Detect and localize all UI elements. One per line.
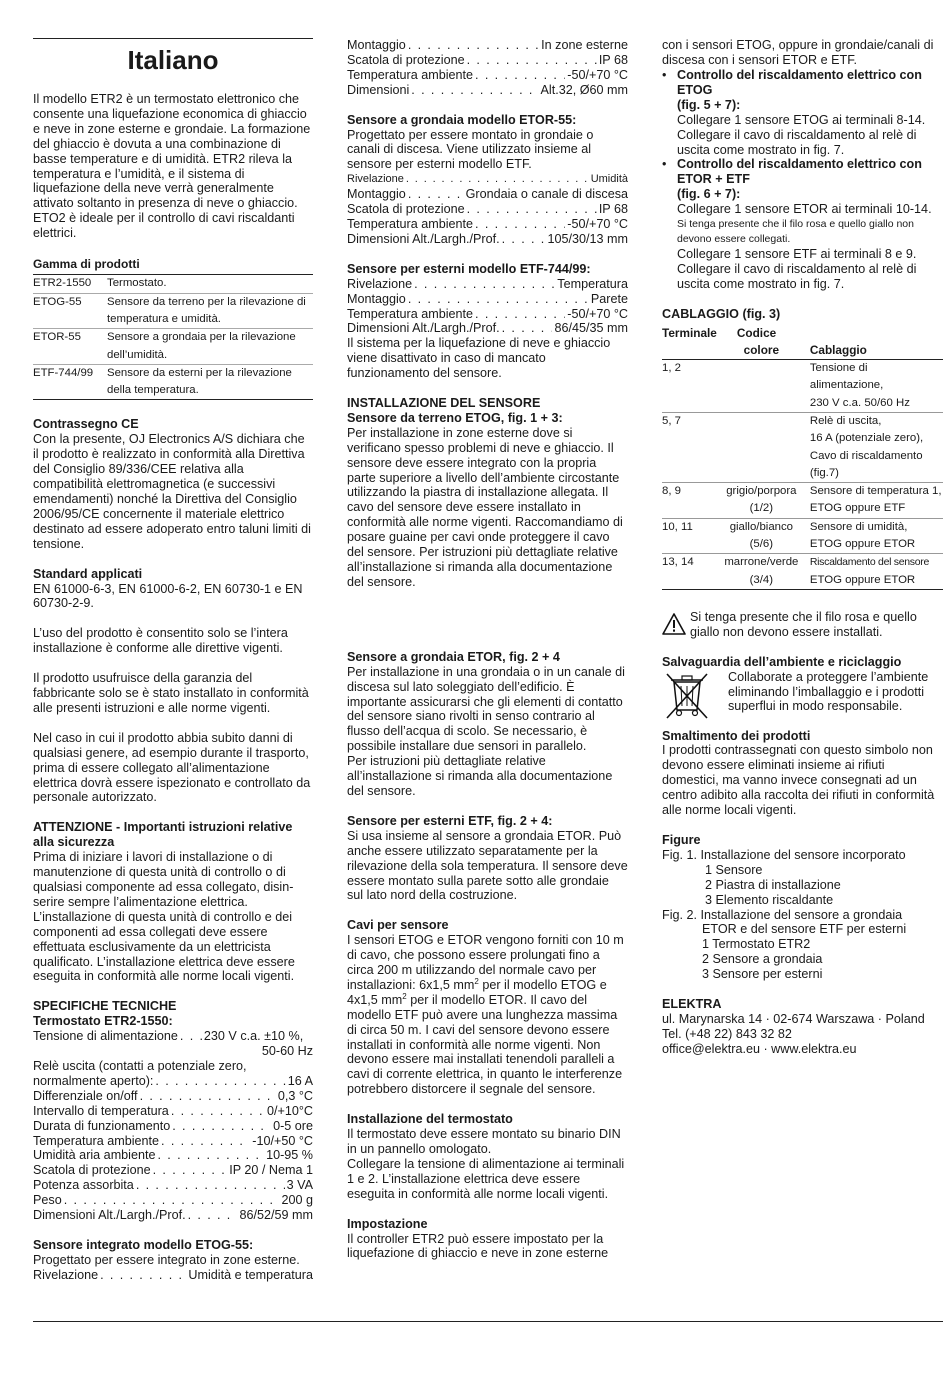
intro-paragraph: Il modello ETR2 è un termostato elettronico che consente una liquefazione economica di ghiaccio e neve in zone esterne e grondaie. La formazione del ghiaccio è dovuta a una combinazione di basse temperature e di umidità. ETR2 rileva la temperatura e l’umidità, e il sistema di liquefazione della neve verrà generalmente attivato soltanto in presenza di neve o ghiaccio. ETO2 è ideale per il controllo di cavi riscaldanti elettrici.: [33, 92, 311, 241]
damage-paragraph: Nel caso in cui il prodotto abbia subito danni di qualsiasi genere, ad esempio durante il trasporto, prima di essere collegato all’alimentazione elettrica dovrà essere ispezionato e controllato da personale autorizzato.: [33, 730, 311, 805]
etf-spec-list: [347, 277, 628, 337]
control-etor-item: [662, 157, 943, 291]
wiring-cell: [806, 554, 943, 590]
spec-value: IP 20 / Nema 1: [229, 1163, 313, 1178]
safety-heading: ATTENZIONE - Importanti istruzioni relative alla sicurezza: [33, 820, 293, 850]
usage-paragraph: L’uso del prodotto è consentito solo se l’intera installazione è conforme alle direttive vigenti.: [33, 626, 288, 656]
spec-label: Dimensioni Alt./Largh./Prof.: [347, 321, 500, 336]
standards-text: EN 61000-6-3, EN 61000-6-2, EN 60730-1 e EN 60730-2-9.: [33, 581, 303, 611]
ce-text: Con la presente, OJ Electronics A/S dichiara che il prodotto è realizzato in conformità alla Direttiva del Consiglio 89/336/CEE relativa alla compatibilità elettromagnetica (e successivi emendamenti) nonché la Direttiva del Consiglio 2006/95/CE concernente il materiale elettrico destinato ad essere adoperato entro taluni limiti di tensione.: [33, 432, 311, 551]
spec-row: [347, 277, 628, 292]
spec-row: [347, 217, 628, 232]
table-row: [662, 518, 943, 554]
spec-label: Tensione di alimentazione: [33, 1029, 178, 1044]
spec-label: Umidità aria ambiente: [33, 1148, 156, 1163]
control-etog-heading: • Controllo del riscaldamento elettrico con ETOG: [677, 68, 922, 97]
color-cell: [717, 483, 806, 519]
figure-item: 2 Sensore a grondaia: [702, 952, 823, 967]
safety-text-1: Prima di iniziare i lavori di installazione o di manutenzione di questa unità di controllo o di qualsiasi componente ad essa collegato, disin-serire sempre l’alimentazione elettrica.: [33, 850, 294, 909]
thermostat-install-heading: Installazione del termostato: [347, 1112, 513, 1127]
spec-row: [347, 307, 628, 322]
spec-row: [33, 1163, 313, 1178]
control-etor-fig: (fig. 6 + 7):: [677, 187, 741, 202]
leader-dots: [408, 38, 539, 53]
control-etor-heading: • Controllo del riscaldamento elettrico con ETOR + ETF: [677, 157, 922, 187]
specs-heading: SPECIFICHE TECNICHE: [33, 999, 177, 1014]
spec-value: Alt.32, Ø60 mm: [540, 82, 628, 97]
product-code: ETOR-55: [33, 329, 107, 365]
spec-label: Potenza assorbita: [33, 1178, 134, 1193]
cables-text-b: per il modello ETOG e 4x1,5 mm: [347, 977, 607, 1007]
wiring-line: Cavo di riscaldamento: [809, 449, 923, 462]
company-phone: Tel. (+48 22) 843 32 82: [662, 1026, 792, 1041]
wiring-line: ETOG oppure ETOR: [809, 573, 916, 586]
spec-label: Montaggio: [347, 291, 406, 306]
spec-label: Scatola di protezione: [347, 52, 465, 67]
figure-1-caption: Fig. 1. Installazione del sensore incorporato: [662, 847, 906, 862]
control-etog-item: [662, 68, 943, 157]
wiring-cell: [806, 483, 943, 519]
table-row: [662, 554, 943, 590]
standards-heading: Standard applicati: [33, 566, 143, 581]
etf-install-text: Si usa insieme al sensore a grondaia ETOR. Può anche essere utilizzato separatamente per la rilevazione della sola temperatura. Il sensore deve essere montato sulla parete sotto alle grondaie sul lato nord della costruzione.: [347, 828, 628, 903]
wiring-line: ETOG oppure ETF: [809, 502, 906, 515]
leader-dots: [475, 217, 565, 232]
spec-row: [347, 232, 628, 247]
leader-dots: [171, 1104, 265, 1119]
spec-value: -50/+70 °C: [567, 306, 628, 321]
spec-label: Durata di funzionamento: [33, 1118, 171, 1133]
thermostat-install-text-2: Collegare la tensione di alimentazione ai terminali 1 e 2. L’installazione elettrica deve essere eseguita in conformità alle norme locali vigenti.: [347, 1156, 625, 1201]
ce-heading: Contrassegno CE: [33, 417, 139, 432]
leader-dots: [411, 83, 538, 98]
figure-item: 3 Elemento riscaldante: [705, 892, 834, 907]
cables-heading: Cavi per sensore: [347, 918, 449, 933]
etor-install-heading: Sensore a grondaia ETOR, fig. 2 + 4: [347, 649, 560, 664]
spec-label: Rivelazione: [33, 1267, 99, 1282]
spec-value: 200 g: [281, 1193, 313, 1208]
spec-row: [33, 1193, 313, 1208]
color-code: giallo/bianco: [729, 520, 794, 533]
spec-row: [33, 1268, 313, 1283]
superscript: 2: [402, 991, 407, 1001]
spec-value: -50/+70 °C: [567, 216, 628, 231]
table-row: [662, 360, 943, 413]
wiring-cell: [806, 518, 943, 554]
etf-install-heading: Sensore per esterni ETF, fig. 2 + 4:: [347, 813, 553, 828]
product-range-heading: Gamma di prodotti: [33, 256, 313, 275]
spec-row: [347, 321, 628, 336]
settings-heading: Impostazione: [347, 1216, 428, 1231]
leader-dots: [502, 321, 553, 336]
spec-row: [33, 1148, 313, 1163]
spec-row: [33, 1134, 313, 1149]
settings-text: Il controller ETR2 può essere impostato per la liquefazione di ghiaccio e neve in zone esterne: [347, 1231, 609, 1261]
product-code: ETF-744/99: [33, 364, 107, 400]
terminal-cell: 5, 7: [662, 412, 717, 482]
etor-specs-text: Progettato per essere montato in grondaie o canali di discesa. Viene utilizzato insieme al sensore per esterni modello ETF.: [347, 127, 594, 172]
control-etor-text-2: Collegare 1 sensore ETF ai terminali 8 e 9. Collegare il cavo di riscaldamento al relè di uscita come mostrato in fig. 7.: [677, 246, 917, 291]
company-heading: ELEKTRA: [662, 997, 722, 1012]
terminal-cell: 8, 9: [662, 483, 717, 519]
figure-item: 2 Piastra di installazione: [705, 877, 841, 892]
color-pins: (5/6): [749, 538, 774, 551]
wiring-line: Tensione di alimentazione,: [809, 362, 884, 392]
spec-label: Dimensioni Alt./Largh./Prof.: [33, 1208, 186, 1223]
spec-value: 105/30/13 mm: [547, 231, 628, 246]
color-cell: [717, 360, 806, 413]
product-desc: Sensore da terreno per la rilevazione di temperatura e umidità.: [107, 293, 313, 329]
wiring-line: 16 A (potenziale zero),: [809, 432, 924, 445]
table-header-row: [662, 342, 943, 360]
spec-value: IP 68: [598, 52, 628, 67]
company-address: ul. Marynarska 14 · 02-674 Warszawa · Poland: [662, 1011, 925, 1026]
etog-spec-list: [347, 38, 628, 98]
spec-value-cont: 50-60 Hz: [261, 1044, 313, 1059]
leader-dots: [408, 187, 464, 202]
spec-label: Dimensioni Alt./Largh./Prof.: [347, 231, 500, 246]
spec-row: [347, 202, 628, 217]
disposal-heading: Smaltimento dei prodotti: [662, 728, 811, 743]
etf-specs-heading: Sensore per esterni modello ETF-744/99:: [347, 261, 591, 276]
cables-text-c: per il modello ETOR. Il cavo del modello ETF può avere una lunghezza massima di circa 50 m. I cavi del sensore devono essere installati in conformità alle norme vigenti. Non devono essere mai installati tenendoli paralleli a cavi di corrente elettrica, in quanto le interferenze potrebbero distorcere il segnale del sensore.: [347, 992, 623, 1097]
leader-dots: [155, 1074, 285, 1089]
leader-dots: [172, 1119, 271, 1134]
etog-specs-text: Progettato per essere integrato in zone esterne.: [33, 1252, 300, 1267]
control-etor-note: Si tenga presente che il filo rosa e quello giallo non devono essere collegati.: [677, 218, 914, 245]
table-row: [33, 329, 313, 365]
etor-install-text: Per installazione in una grondaia o in un canale di discesa sul lato soleggiato dell’edificio. È importante assicurarsi che gli elementi di contatto del sensore siano rivolti in senso contrario al flusso dell’acqua di scolo. Se necessario, è possibile installare due sensori in parallelo.: [347, 664, 625, 754]
col-terminal: Terminale: [662, 325, 717, 340]
spec-row: [33, 1104, 313, 1119]
footer-rule: [33, 1321, 943, 1322]
col-code: Codice: [736, 325, 777, 340]
figure-item: 1 Termostato ETR2: [702, 937, 811, 952]
spec-row: [33, 1089, 313, 1104]
spec-value: 3 VA: [286, 1178, 313, 1193]
etor-install-text-2: Per istruzioni più dettagliate relative all’installazione si rimanda alla documentazione del sensore.: [347, 754, 613, 798]
settings-text-cont: [662, 38, 943, 68]
wiring-table: [662, 325, 943, 590]
table-row: [662, 483, 943, 519]
product-desc: Termostato.: [107, 275, 313, 293]
spec-row: [33, 1178, 313, 1193]
spec-value: -10/+50 °C: [252, 1133, 313, 1148]
etor-spec-list: [347, 187, 628, 247]
spec-row: [33, 1119, 313, 1134]
spec-value: Umidità: [590, 173, 628, 186]
leader-dots: [475, 307, 565, 322]
leader-dots: [502, 232, 546, 247]
control-etor-text: Collegare 1 sensore ETOR ai terminali 10-14.: [677, 202, 932, 217]
etog-specs-heading: Sensore integrato modello ETOG-55:: [33, 1237, 254, 1252]
wiring-cell: [806, 360, 943, 413]
leader-dots: [64, 1193, 280, 1208]
cables-text: [347, 933, 628, 1097]
spec-value: -50/+70 °C: [567, 67, 628, 82]
spec-label: Temperatura ambiente: [347, 67, 474, 82]
spec-value: 10-95 %: [266, 1148, 313, 1163]
spec-value: Temperatura: [557, 276, 628, 291]
etog-install-heading: Sensore da terreno ETOG, fig. 1 + 3:: [347, 410, 563, 425]
safety-text-2: L’installazione di questa unità di controllo e dei componenti ad essa collegati deve essere effettuata esclusivamente da un elettricista qualificato. L’installazione elettrica deve essere eseguita in conformità alle norme locali vigenti.: [33, 909, 295, 984]
spec-value: Umidità e temperatura: [188, 1267, 313, 1282]
table-header-row: [662, 325, 943, 342]
etr2-specs-heading: Termostato ETR2-1550:: [33, 1014, 173, 1029]
spec-row: [347, 53, 628, 68]
company-contact: office@elektra.eu · www.elektra.eu: [662, 1041, 857, 1056]
superscript: 2: [474, 976, 479, 986]
terminal-cell: 10, 11: [662, 518, 717, 554]
color-code: grigio/porpora: [726, 485, 797, 498]
col-color: colore: [743, 342, 780, 357]
spec-row: [347, 172, 628, 187]
terminal-cell: 1, 2: [662, 360, 717, 413]
spec-label: Differenziale on/off: [33, 1088, 138, 1103]
spec-value: 0,3 °C: [277, 1088, 313, 1103]
leader-dots: [188, 1208, 238, 1223]
spec-label: Scatola di protezione: [33, 1163, 151, 1178]
leader-dots: [140, 1089, 276, 1104]
settings-text-overflow: con i sensori ETOG, oppure in grondaie/canali di discesa con i sensori ETOR e ETF.: [662, 38, 934, 67]
product-desc: Sensore a grondaia per la rilevazione dell’umidità.: [107, 329, 313, 365]
wiring-warning: [662, 610, 943, 640]
figure-item: 3 Sensore per esterni: [702, 967, 823, 982]
table-row: [662, 412, 943, 482]
product-code: ETOG-55: [33, 293, 107, 329]
spec-row: [347, 187, 628, 202]
figure-2-caption-cont: ETOR e del sensore ETF per esterni: [702, 922, 907, 937]
spec-label: Montaggio: [347, 187, 406, 202]
wiring-line: Sensore di temperatura 1,: [809, 485, 942, 498]
wiring-line: ETOG oppure ETOR: [809, 538, 916, 551]
color-cell: [717, 518, 806, 554]
wiring-line: Riscaldamento del sensore: [809, 556, 930, 569]
leader-dots: [414, 277, 555, 292]
spec-value: Grondaia o canale di discesa: [465, 187, 628, 202]
spec-label: Rivelazione: [347, 173, 404, 186]
spec-value: 0/+10°C: [267, 1103, 313, 1118]
table-row: [33, 275, 313, 293]
spec-label: Dimensioni: [347, 82, 410, 97]
color-pins: (1/2): [749, 502, 774, 515]
leader-dots: [161, 1134, 250, 1149]
leader-dots: [180, 1029, 202, 1044]
color-cell: [717, 554, 806, 590]
etr2-spec-list: [33, 1089, 313, 1223]
wiring-line: Sensore di umidità,: [809, 520, 908, 533]
col-wiring: Cablaggio: [809, 342, 867, 357]
control-etog-text: Collegare 1 sensore ETOG ai terminali 8-14. Collegare il cavo di riscaldamento al relè di uscita come mostrato in fig. 7.: [677, 112, 926, 157]
spec-label: Temperatura ambiente: [347, 216, 474, 231]
spec-label: normalmente aperto):: [33, 1073, 154, 1088]
spec-value: 86/45/35 mm: [554, 321, 628, 336]
column-1: [33, 38, 313, 1283]
product-code: ETR2-1550: [33, 275, 107, 293]
table-row: [33, 364, 313, 400]
warranty-paragraph: Il prodotto usufruisce della garanzia del fabbricante solo se è stato installato in conformità alle presenti istruzioni e alle norme vigenti.: [33, 671, 309, 715]
product-desc: Sensore da esterni per la rilevazione della temperatura.: [107, 364, 313, 400]
cables-text-a: I sensori ETOG e ETOR vengono forniti con 10 m di cavo, che possono essere prolungati fino a circa 200 m utilizzando del normale cavo per installazioni: 6x1,5 mm: [347, 933, 624, 992]
spec-row: [33, 1074, 313, 1089]
spec-row: [347, 68, 628, 83]
warning-triangle-icon: [662, 613, 690, 639]
leader-dots: [136, 1178, 285, 1193]
spec-value: 16 A: [287, 1073, 313, 1088]
spec-row: [347, 292, 628, 307]
spec-label: Intervallo di temperatura: [33, 1103, 169, 1118]
environment-text: Collaborate a proteggere l’ambiente eliminando l’imballaggio e i prodotti superflui in modo responsabile.: [728, 669, 929, 714]
wiring-line: 230 V c.a. 50/60 Hz: [809, 396, 910, 409]
spec-value: 230 V c.a. ±10 %,: [203, 1029, 304, 1044]
etog-install-text: Per installazione in zone esterne dove si verificano spesso problemi di neve e ghiaccio. Il sensore deve essere integrato con la propria parte superiore a livello dell’ambiente circostante utilizzando la piastra di installazione allegata. Il cavo del sensore deve essere installato in conformità alle norme vigenti. Raccomandiamo di posare guaine per cavi onde proteggere il cavo del sensore. Per istruzioni più dettagliate relative all’installazione si rimanda alla documentazione del sensore.: [347, 425, 623, 589]
color-pins: (3/4): [749, 573, 774, 586]
etor-specs-heading: Sensore a grondaia modello ETOR-55:: [347, 112, 577, 127]
spec-value: 86/52/59 mm: [239, 1208, 313, 1223]
leader-dots: [467, 53, 597, 68]
spec-label: Temperatura ambiente: [33, 1133, 160, 1148]
spec-value: Parete: [590, 291, 628, 306]
wiring-line: (fig.7): [809, 466, 839, 479]
leader-dots: [475, 68, 565, 83]
control-etog-fig: (fig. 5 + 7):: [677, 97, 741, 112]
environment-heading: Salvaguardia dell’ambiente e riciclaggio: [662, 654, 902, 669]
figure-2-caption: Fig. 2. Installazione del sensore a grondaia: [662, 907, 903, 922]
environment-block: [662, 670, 943, 726]
crossed-bin-icon: [662, 670, 728, 726]
column-3: [662, 38, 943, 1057]
leader-dots: [406, 172, 589, 187]
terminal-cell: 13, 14: [662, 554, 717, 590]
wiring-line: Relè di uscita,: [809, 414, 882, 427]
installation-heading: INSTALLAZIONE DEL SENSORE: [347, 396, 541, 411]
color-cell: [717, 412, 806, 482]
spec-value: IP 68: [598, 202, 628, 217]
spec-label: Temperatura ambiente: [347, 306, 474, 321]
spec-row: [33, 1208, 313, 1223]
column-2: [347, 38, 628, 1262]
spec-row: [347, 83, 628, 98]
spec-label: Rivelazione: [347, 276, 413, 291]
spec-row: [347, 38, 628, 53]
page-title: Italiano: [127, 45, 219, 75]
product-range-table: [33, 256, 313, 400]
leader-dots: [467, 202, 597, 217]
spec-label: Peso: [33, 1193, 62, 1208]
table-row: [33, 293, 313, 329]
wiring-cell: [806, 412, 943, 482]
spec-label: Montaggio: [347, 38, 406, 52]
spec-label: Scatola di protezione: [347, 202, 465, 217]
figures-heading: Figure: [662, 833, 701, 848]
figure-item: 1 Sensore: [705, 862, 763, 877]
warning-text: Si tenga presente che il filo rosa e quello giallo non devono essere installati.: [690, 609, 917, 639]
leader-dots: [408, 292, 589, 307]
disposal-text: I prodotti contrassegnati con questo simbolo non devono essere eliminati insieme ai rifiuti domestici, ma vanno invece consegnati ad un centro adibito alla raccolta dei rifiuti in conformità alle norme locali vigenti.: [662, 743, 935, 818]
spec-value: 0-5 ore: [273, 1118, 313, 1133]
spec-label: Relè uscita (contatti a potenziale zero,: [33, 1058, 247, 1073]
color-code: marrone/verde: [724, 556, 799, 569]
leader-dots: [158, 1148, 265, 1163]
thermostat-install-text: Il termostato deve essere montato su binario DIN in un pannello omologato.: [347, 1127, 621, 1156]
leader-dots: [100, 1268, 186, 1283]
spec-value: In zone esterne: [541, 38, 628, 52]
wiring-heading: CABLAGGIO (fig. 3): [662, 306, 781, 321]
leader-dots: [153, 1163, 228, 1178]
etf-note: Il sistema per la liquefazione di neve e ghiaccio viene disattivato in caso di mancato funzionamento del sensore.: [347, 336, 611, 381]
spec-row: [33, 1029, 313, 1044]
